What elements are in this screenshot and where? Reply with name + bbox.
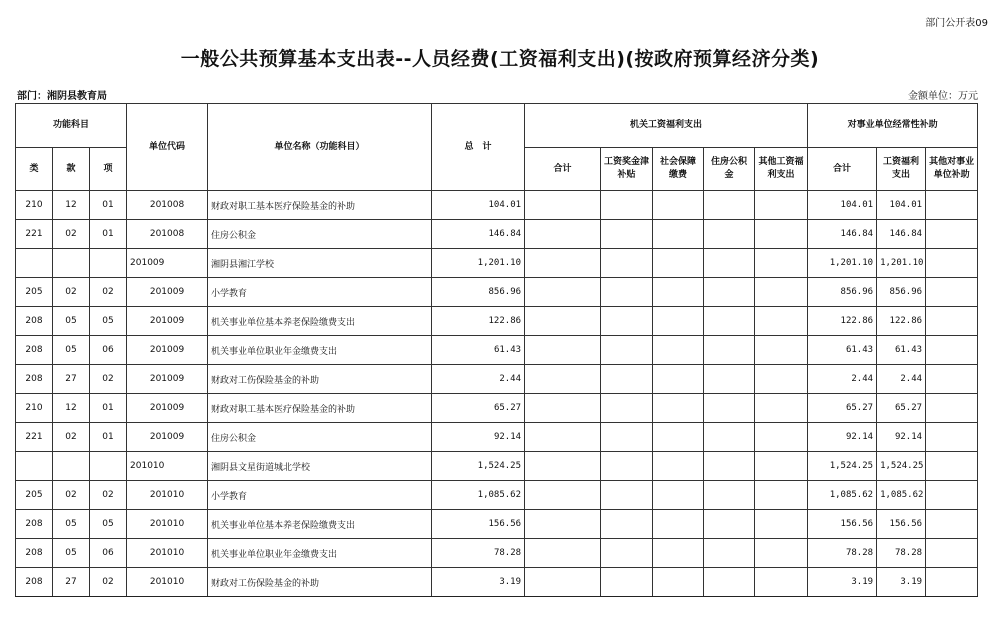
- cell-name: 住房公积金: [208, 220, 432, 249]
- cell-code: 201008: [127, 220, 208, 249]
- cell-sub-sum: 156.56: [808, 510, 877, 539]
- cell-org-bonus: [601, 249, 653, 278]
- cell-org-housing: [704, 510, 755, 539]
- cell-sub-welfare: 156.56: [877, 510, 926, 539]
- cell-org-sum: [525, 191, 601, 220]
- budget-table: [15, 103, 978, 597]
- cell-sub-other: [926, 423, 978, 452]
- cell-code: 201010: [127, 539, 208, 568]
- cell-kuan: 12: [53, 191, 90, 220]
- cell-org-sum: [525, 365, 601, 394]
- cell-xiang: 02: [90, 365, 127, 394]
- cell-org-housing: [704, 423, 755, 452]
- cell-sub-sum: 1,524.25: [808, 452, 877, 481]
- cell-total: 104.01: [432, 191, 525, 220]
- cell-lei: 205: [16, 278, 53, 307]
- cell-org-social: [653, 365, 704, 394]
- cell-xiang: 01: [90, 191, 127, 220]
- header-func-subject: 功能科目: [16, 104, 127, 148]
- cell-lei: 210: [16, 394, 53, 423]
- cell-sub-welfare: 78.28: [877, 539, 926, 568]
- cell-total: 156.56: [432, 510, 525, 539]
- cell-xiang: [90, 452, 127, 481]
- cell-sub-sum: 1,085.62: [808, 481, 877, 510]
- table-body: [16, 191, 978, 597]
- cell-sub-other: [926, 452, 978, 481]
- cell-sub-sum: 2.44: [808, 365, 877, 394]
- cell-code: 201010: [127, 510, 208, 539]
- cell-sub-welfare: 2.44: [877, 365, 926, 394]
- header-sub-sum: 合计: [808, 148, 877, 191]
- cell-lei: 221: [16, 423, 53, 452]
- cell-total: 78.28: [432, 539, 525, 568]
- cell-org-social: [653, 481, 704, 510]
- header-subsidy-group: 对事业单位经常性补助: [808, 104, 978, 148]
- cell-code: 201009: [127, 394, 208, 423]
- cell-sub-sum: 122.86: [808, 307, 877, 336]
- cell-sub-welfare: 3.19: [877, 568, 926, 597]
- table-row: [16, 278, 978, 307]
- table-header: [16, 104, 978, 191]
- cell-sub-other: [926, 394, 978, 423]
- cell-org-sum: [525, 539, 601, 568]
- cell-name: 小学教育: [208, 481, 432, 510]
- cell-sub-other: [926, 365, 978, 394]
- cell-org-housing: [704, 249, 755, 278]
- cell-name: 机关事业单位职业年金缴费支出: [208, 539, 432, 568]
- cell-sub-other: [926, 307, 978, 336]
- cell-org-other: [755, 510, 808, 539]
- cell-lei: 208: [16, 307, 53, 336]
- cell-org-social: [653, 336, 704, 365]
- cell-org-social: [653, 278, 704, 307]
- cell-kuan: 05: [53, 307, 90, 336]
- cell-org-bonus: [601, 423, 653, 452]
- cell-org-social: [653, 191, 704, 220]
- cell-xiang: 06: [90, 539, 127, 568]
- cell-kuan: 05: [53, 510, 90, 539]
- cell-total: 1,524.25: [432, 452, 525, 481]
- table-row: [16, 220, 978, 249]
- cell-total: 1,085.62: [432, 481, 525, 510]
- cell-org-social: [653, 423, 704, 452]
- header-org-group: 机关工资福利支出: [525, 104, 808, 148]
- cell-org-housing: [704, 220, 755, 249]
- cell-org-other: [755, 278, 808, 307]
- cell-kuan: 02: [53, 220, 90, 249]
- cell-org-other: [755, 365, 808, 394]
- cell-sub-sum: 146.84: [808, 220, 877, 249]
- cell-xiang: 01: [90, 423, 127, 452]
- cell-name: 小学教育: [208, 278, 432, 307]
- cell-sub-other: [926, 539, 978, 568]
- cell-xiang: 02: [90, 481, 127, 510]
- cell-code: 201010: [127, 452, 208, 481]
- header-sub-other: 其他对事业单位补助: [926, 148, 978, 191]
- cell-org-housing: [704, 539, 755, 568]
- header-org-social: 社会保障缴费: [653, 148, 704, 191]
- cell-sub-welfare: 1,524.25: [877, 452, 926, 481]
- cell-sub-welfare: 61.43: [877, 336, 926, 365]
- cell-org-bonus: [601, 510, 653, 539]
- cell-total: 122.86: [432, 307, 525, 336]
- cell-lei: 208: [16, 510, 53, 539]
- cell-org-sum: [525, 568, 601, 597]
- cell-org-social: [653, 568, 704, 597]
- header-org-bonus: 工资奖金津补贴: [601, 148, 653, 191]
- cell-org-bonus: [601, 481, 653, 510]
- header-sub-welfare: 工资福利支出: [877, 148, 926, 191]
- cell-org-bonus: [601, 336, 653, 365]
- cell-org-housing: [704, 307, 755, 336]
- cell-kuan: [53, 249, 90, 278]
- cell-org-social: [653, 452, 704, 481]
- header-org-other: 其他工资福利支出: [755, 148, 808, 191]
- unit-summary-row: [16, 452, 978, 481]
- header-total: 总 计: [432, 104, 525, 191]
- cell-name: 湘阴县文星街道城北学校: [208, 452, 432, 481]
- cell-xiang: 05: [90, 307, 127, 336]
- cell-org-other: [755, 307, 808, 336]
- cell-sub-welfare: 104.01: [877, 191, 926, 220]
- amount-unit-label: 金额单位：万元: [908, 91, 978, 102]
- cell-org-social: [653, 220, 704, 249]
- cell-org-other: [755, 191, 808, 220]
- cell-code: 201009: [127, 307, 208, 336]
- cell-sub-other: [926, 278, 978, 307]
- cell-org-sum: [525, 481, 601, 510]
- cell-sub-sum: 856.96: [808, 278, 877, 307]
- cell-lei: 208: [16, 568, 53, 597]
- cell-kuan: 12: [53, 394, 90, 423]
- cell-name: 财政对工伤保险基金的补助: [208, 568, 432, 597]
- table-row: [16, 336, 978, 365]
- cell-org-other: [755, 452, 808, 481]
- header-unit-name: 单位名称（功能科目）: [208, 104, 432, 191]
- cell-xiang: 01: [90, 220, 127, 249]
- cell-org-bonus: [601, 365, 653, 394]
- cell-total: 2.44: [432, 365, 525, 394]
- cell-org-housing: [704, 452, 755, 481]
- cell-sub-other: [926, 336, 978, 365]
- cell-org-bonus: [601, 452, 653, 481]
- cell-name: 财政对职工基本医疗保险基金的补助: [208, 191, 432, 220]
- cell-lei: [16, 452, 53, 481]
- cell-kuan: [53, 452, 90, 481]
- cell-org-social: [653, 510, 704, 539]
- cell-code: 201009: [127, 365, 208, 394]
- cell-org-bonus: [601, 539, 653, 568]
- header-kuan: 款: [53, 148, 90, 191]
- cell-lei: [16, 249, 53, 278]
- header-lei: 类: [16, 148, 53, 191]
- cell-org-housing: [704, 336, 755, 365]
- cell-lei: 210: [16, 191, 53, 220]
- header-org-sum: 合计: [525, 148, 601, 191]
- cell-sub-sum: 61.43: [808, 336, 877, 365]
- cell-code: 201009: [127, 336, 208, 365]
- table-row: [16, 510, 978, 539]
- header-unit-code: 单位代码: [127, 104, 208, 191]
- cell-xiang: 02: [90, 278, 127, 307]
- cell-kuan: 02: [53, 278, 90, 307]
- cell-name: 机关事业单位基本养老保险缴费支出: [208, 307, 432, 336]
- cell-org-other: [755, 481, 808, 510]
- page-title: 一般公共预算基本支出表--人员经费(工资福利支出)(按政府预算经济分类): [180, 48, 820, 70]
- department-label: 部门：湘阴县教育局: [17, 91, 107, 102]
- cell-name: 湘阴县湘江学校: [208, 249, 432, 278]
- cell-xiang: 05: [90, 510, 127, 539]
- table-row: [16, 191, 978, 220]
- cell-org-bonus: [601, 278, 653, 307]
- cell-org-sum: [525, 307, 601, 336]
- cell-name: 住房公积金: [208, 423, 432, 452]
- table-row: [16, 423, 978, 452]
- cell-org-other: [755, 394, 808, 423]
- cell-org-other: [755, 220, 808, 249]
- cell-sub-sum: 3.19: [808, 568, 877, 597]
- cell-total: 1,201.10: [432, 249, 525, 278]
- cell-sub-welfare: 856.96: [877, 278, 926, 307]
- cell-lei: 208: [16, 336, 53, 365]
- cell-xiang: 01: [90, 394, 127, 423]
- cell-sub-welfare: 92.14: [877, 423, 926, 452]
- cell-sub-sum: 65.27: [808, 394, 877, 423]
- cell-org-bonus: [601, 568, 653, 597]
- cell-total: 856.96: [432, 278, 525, 307]
- cell-org-housing: [704, 481, 755, 510]
- cell-org-bonus: [601, 191, 653, 220]
- cell-kuan: 05: [53, 539, 90, 568]
- table-row: [16, 539, 978, 568]
- cell-sub-other: [926, 249, 978, 278]
- cell-org-social: [653, 394, 704, 423]
- table-row: [16, 568, 978, 597]
- cell-org-social: [653, 249, 704, 278]
- cell-sub-sum: 92.14: [808, 423, 877, 452]
- cell-org-housing: [704, 394, 755, 423]
- cell-org-other: [755, 336, 808, 365]
- cell-total: 146.84: [432, 220, 525, 249]
- cell-sub-welfare: 65.27: [877, 394, 926, 423]
- cell-lei: 208: [16, 539, 53, 568]
- cell-org-housing: [704, 568, 755, 597]
- cell-code: 201009: [127, 249, 208, 278]
- cell-sub-welfare: 122.86: [877, 307, 926, 336]
- cell-total: 92.14: [432, 423, 525, 452]
- cell-sub-sum: 1,201.10: [808, 249, 877, 278]
- cell-total: 65.27: [432, 394, 525, 423]
- cell-total: 3.19: [432, 568, 525, 597]
- cell-org-bonus: [601, 220, 653, 249]
- unit-summary-row: [16, 249, 978, 278]
- cell-sub-welfare: 146.84: [877, 220, 926, 249]
- cell-xiang: [90, 249, 127, 278]
- cell-sub-sum: 104.01: [808, 191, 877, 220]
- cell-sub-sum: 78.28: [808, 539, 877, 568]
- cell-name: 机关事业单位职业年金缴费支出: [208, 336, 432, 365]
- cell-org-other: [755, 539, 808, 568]
- cell-org-sum: [525, 220, 601, 249]
- cell-org-bonus: [601, 307, 653, 336]
- cell-name: 财政对工伤保险基金的补助: [208, 365, 432, 394]
- cell-kuan: 05: [53, 336, 90, 365]
- cell-org-sum: [525, 423, 601, 452]
- cell-name: 财政对职工基本医疗保险基金的补助: [208, 394, 432, 423]
- cell-org-housing: [704, 191, 755, 220]
- cell-code: 201009: [127, 278, 208, 307]
- cell-org-sum: [525, 278, 601, 307]
- cell-code: 201010: [127, 568, 208, 597]
- cell-org-sum: [525, 336, 601, 365]
- cell-kuan: 27: [53, 568, 90, 597]
- cell-sub-other: [926, 510, 978, 539]
- cell-org-social: [653, 307, 704, 336]
- cell-total: 61.43: [432, 336, 525, 365]
- table-number-label: 部门公开表09: [925, 18, 988, 29]
- cell-sub-other: [926, 568, 978, 597]
- cell-sub-other: [926, 191, 978, 220]
- cell-name: 机关事业单位基本养老保险缴费支出: [208, 510, 432, 539]
- cell-org-sum: [525, 510, 601, 539]
- cell-sub-other: [926, 220, 978, 249]
- cell-org-housing: [704, 278, 755, 307]
- table-row: [16, 365, 978, 394]
- cell-org-other: [755, 249, 808, 278]
- cell-sub-welfare: 1,085.62: [877, 481, 926, 510]
- cell-sub-welfare: 1,201.10: [877, 249, 926, 278]
- cell-lei: 208: [16, 365, 53, 394]
- cell-org-other: [755, 568, 808, 597]
- cell-org-sum: [525, 452, 601, 481]
- cell-org-bonus: [601, 394, 653, 423]
- cell-org-other: [755, 423, 808, 452]
- cell-sub-other: [926, 481, 978, 510]
- cell-kuan: 02: [53, 481, 90, 510]
- cell-code: 201008: [127, 191, 208, 220]
- cell-org-sum: [525, 394, 601, 423]
- cell-lei: 221: [16, 220, 53, 249]
- cell-org-social: [653, 539, 704, 568]
- cell-xiang: 06: [90, 336, 127, 365]
- header-xiang: 项: [90, 148, 127, 191]
- cell-kuan: 02: [53, 423, 90, 452]
- header-org-housing: 住房公积金: [704, 148, 755, 191]
- table-row: [16, 394, 978, 423]
- cell-xiang: 02: [90, 568, 127, 597]
- cell-code: 201010: [127, 481, 208, 510]
- cell-lei: 205: [16, 481, 53, 510]
- cell-org-sum: [525, 249, 601, 278]
- cell-org-housing: [704, 365, 755, 394]
- cell-code: 201009: [127, 423, 208, 452]
- table-row: [16, 307, 978, 336]
- table-row: [16, 481, 978, 510]
- cell-kuan: 27: [53, 365, 90, 394]
